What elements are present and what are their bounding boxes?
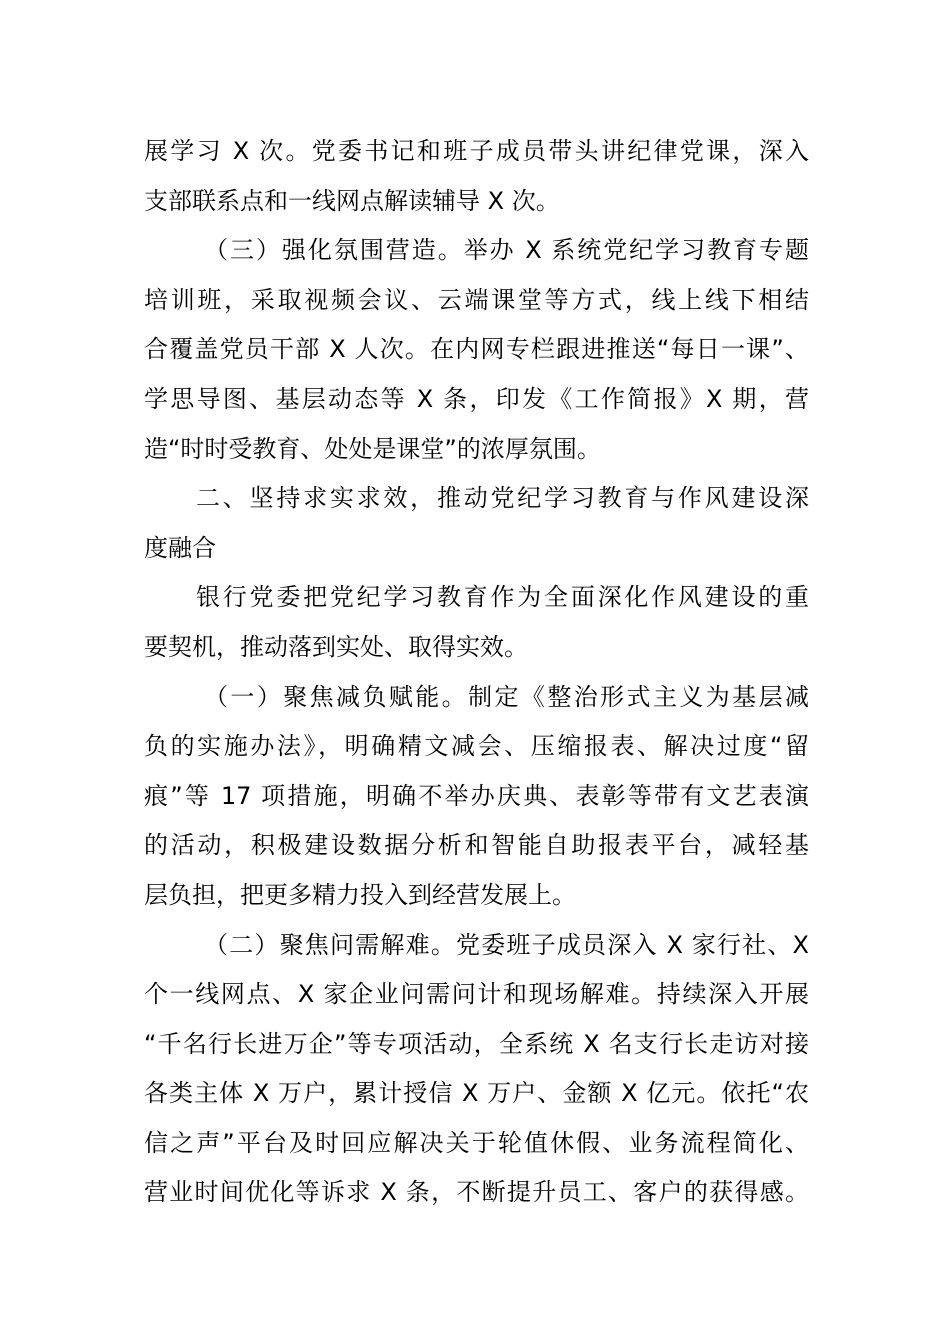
text-line: 银行党委把党纪学习教育作为全面深化作风建设的重 [196,583,809,612]
text-line: 支部联系点和一线网点解读辅导 X 次。 [144,186,560,215]
text-line: 学思导图、基层动态等 X 条，印发《工作简报》X 期，营 [144,384,809,413]
body-text [144,127,809,1218]
text-line: 培训班，采取视频会议、云端课堂等方式，线上线下相结 [144,285,809,314]
text-line: 痕”等 17 项措施，明确不举办庆典、表彰等带有文艺表演 [144,781,809,810]
text-line: 展学习 X 次。党委书记和班子成员带头讲纪律党课，深入 [144,137,809,165]
text-line: 负的实施办法》，明确精文减会、压缩报表、解决过度“留 [144,732,809,761]
text-line: 合覆盖党员干部 X 人次。在内网专栏跟进推送“每日一课”、 [144,335,809,364]
text-line: 的活动，积极建设数据分析和智能自助报表平台，减轻基 [144,831,809,860]
text-line: （三）强化氛围营造。举办 X 系统党纪学习教育专题 [204,236,809,265]
text-line: 二、坚持求实求效，推动党纪学习教育与作风建设深 [196,484,809,513]
text-line: 度融合 [144,533,216,562]
text-line: 各类主体 X 万户，累计授信 X 万户、金额 X 亿元。依托“农 [144,1079,809,1108]
text-line: 个一线网点、X 家企业问需问计和现场解难。持续深入开展 [144,980,809,1009]
text-line: “千名行长进万企”等专项活动，全系统 X 名支行长走访对接 [144,1029,809,1058]
text-line: 层负担，把更多精力投入到经营发展上。 [144,880,576,909]
text-line: 要契机，推动落到实处、取得实效。 [144,632,528,661]
text-line: 信之声”平台及时回应解决关于轮值休假、业务流程简化、 [144,1128,809,1157]
text-line: 营业时间优化等诉求 X 条，不断提升员工、客户的获得感。 [144,1178,809,1207]
text-line: 造“时时受教育、处处是课堂”的浓厚氛围。 [144,434,601,463]
text-line: （一）聚焦减负赋能。制定《整治形式主义为基层减 [204,682,809,711]
text-line: （二）聚焦问需解难。党委班子成员深入 X 家行社、X [204,930,809,959]
